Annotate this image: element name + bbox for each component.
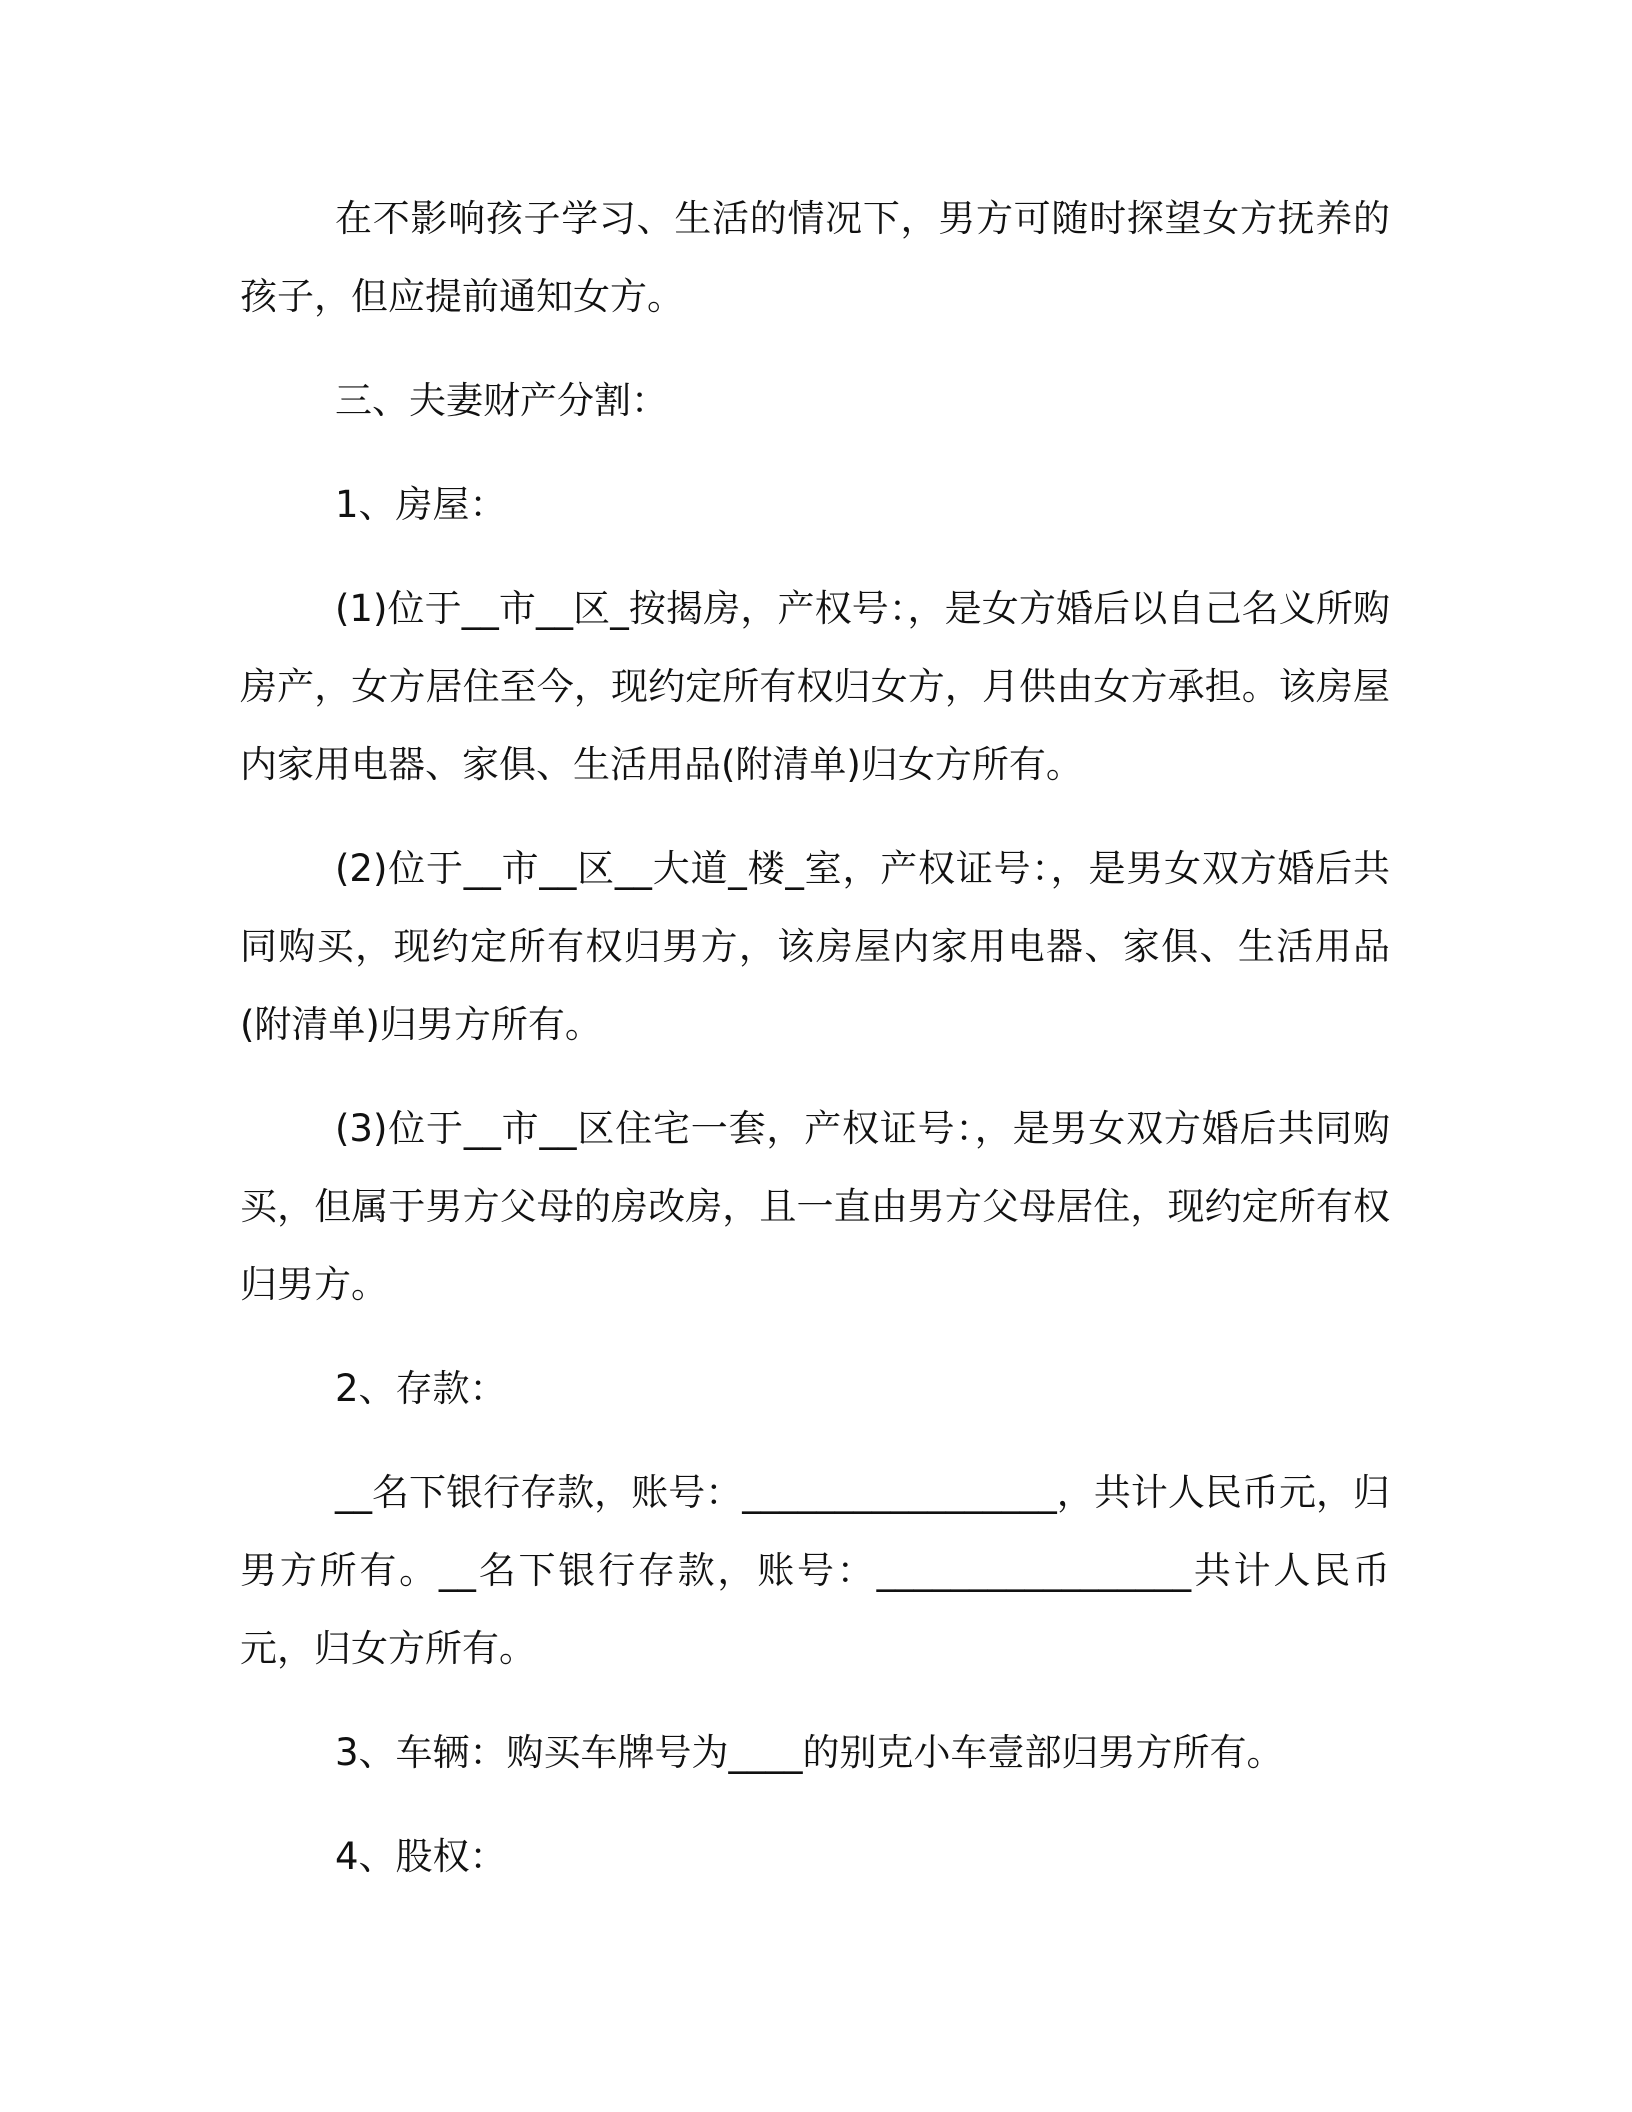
heading-equity: 4、股权： xyxy=(335,1835,507,1878)
paragraph-house-1: (1)位于__市__区_按揭房，产权号：，是女方婚后以自己名义所购房产，女方居住至今，现约定所有权归女方，月供由女方承担。该房屋内家用电器、家俱、生活用品(附清单)归女方所有。 xyxy=(240,587,1390,786)
paragraph-house-3: (3)位于__市__区住宅一套，产权证号：，是男女双方婚后共同购买，但属于男方父母的房改房，且一直由男方父母居住，现约定所有权归男方。 xyxy=(240,1107,1390,1306)
heading-housing: 1、房屋： xyxy=(335,483,507,526)
paragraph-deposits: __名下银行存款，账号：_________________，共计人民币元，归男方所有。__名下银行存款，账号：_________________共计人民币元，归女方所有。 xyxy=(240,1471,1390,1670)
heading-property-division: 三、夫妻财产分割： xyxy=(335,379,668,422)
paragraph-house-2: (2)位于__市__区__大道_楼_室，产权证号：，是男女双方婚后共同购买，现约定所有权归男方，该房屋内家用电器、家俱、生活用品(附清单)归男方所有。 xyxy=(240,847,1390,1046)
heading-deposits: 2、存款： xyxy=(335,1367,507,1410)
paragraph-visitation: 在不影响孩子学习、生活的情况下，男方可随时探望女方抚养的孩子，但应提前通知女方。 xyxy=(240,197,1390,318)
paragraph-vehicle: 3、车辆：购买车牌号为____的别克小车壹部归男方所有。 xyxy=(335,1731,1284,1774)
document-body xyxy=(240,180,1390,1922)
